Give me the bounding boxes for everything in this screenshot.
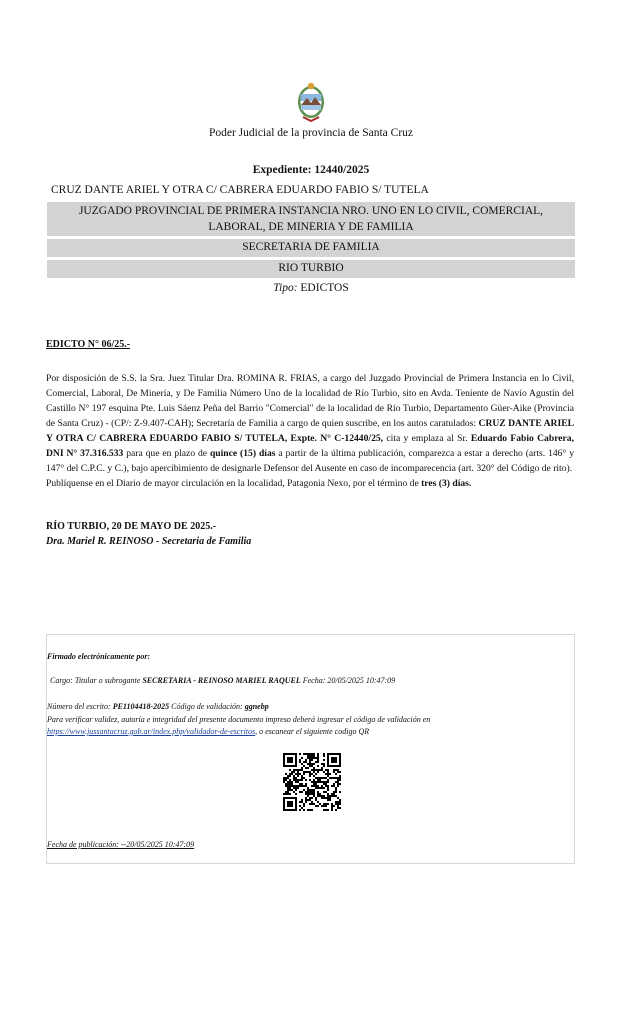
edicto-title: EDICTO N° 06/25.- bbox=[46, 339, 131, 350]
tipo-label: Tipo: bbox=[273, 282, 298, 294]
document-type bbox=[0, 282, 622, 294]
link-suffix: , o escanear el siguiente codigo QR bbox=[255, 727, 370, 736]
secretaria-band: SECRETARIA DE FAMILIA bbox=[47, 239, 575, 257]
codigo-label: Código de validación: bbox=[169, 702, 245, 711]
expediente-number: Expediente: 12440/2025 bbox=[252, 164, 370, 176]
coat-of-arms-emblem bbox=[291, 80, 331, 122]
body-person-bold: Eduardo Fabio Cabrera, DNI N° 37.316.533 bbox=[46, 433, 574, 459]
numero-value: PE1104418-2025 bbox=[112, 702, 170, 711]
verification-instructions: Para verificar validez, autoría e integridad del presente documento impreso deberá ingresar el código de validación en bbox=[47, 715, 431, 724]
body-text-4: a partir de la última publicación, comparezca a estar a derecho (arts. 146° y 147° del C.P.C. y C.), bajo apercibimiento de designarle Defensor del Ausente en caso de incomparecencia (art. 320° del Código de rito). bbox=[46, 448, 574, 474]
body-autos-bold: CRUZ DANTE ARIEL Y OTRA C/ CABRERA EDUARDO FABIO S/ TUTELA, Expte. N° C-12440/25, bbox=[46, 418, 574, 444]
body-text-1: Por disposición de S.S. la Sra. Juez Titular Dra. ROMINA R. FRIAS, a cargo del Juzgado Provincial de Primera Instancia en lo Civil, Comercial, Laboral, De Minería, y De Familia Número Uno de la localidad de Río Turbio, sito en Avda. Teniente de Navío Agustín del Castillo N° 197 esquina Pte. Luis Sáenz Peña del Barrio "Comercial" de la localidad de Río Turbio, Departamento Güer-Aike (Provincia de Santa Cruz) - (CP/: Z-9.407-CAH); Secretaría de Familia a cargo de quien suscribe, en los autos caratulados: bbox=[46, 373, 574, 429]
body-publicacion-bold: tres (3) días. bbox=[421, 478, 472, 489]
court-name: Poder Judicial de la provincia de Santa Cruz bbox=[208, 127, 414, 139]
publication-date: Fecha de publicación: --20/05/2025 10:47:09 bbox=[47, 840, 195, 849]
cargo-prefix: Cargo: Titular o subrogante bbox=[50, 676, 143, 685]
qr-code-icon[interactable] bbox=[283, 753, 341, 811]
case-parties: CRUZ DANTE ARIEL Y OTRA C/ CABRERA EDUARDO FABIO S/ TUTELA bbox=[51, 184, 429, 196]
codigo-value: ggnebp bbox=[244, 702, 269, 711]
juzgado-line-1: JUZGADO PROVINCIAL DE PRIMERA INSTANCIA NRO. UNO EN LO CIVIL, COMERCIAL, bbox=[78, 205, 544, 217]
tipo-value: EDICTOS bbox=[300, 282, 349, 294]
signer: Dra. Mariel R. REINOSO - Secretaria de Familia bbox=[46, 536, 252, 547]
body-text-2: cita y emplaza al Sr. bbox=[383, 433, 471, 444]
cargo-name: SECRETARIA - REINOSO MARIEL RAQUEL bbox=[142, 676, 301, 685]
document-number-line bbox=[47, 702, 269, 711]
location-band: RIO TURBIO bbox=[47, 260, 575, 278]
body-publicacion-text: Publíquense en el Diario de mayor circulación en la localidad, Patagonia Nexo, por el término de bbox=[46, 478, 422, 489]
validation-link[interactable]: https://www.jussantacruz.gob.ar/index.php/validador-de-escritos bbox=[47, 727, 256, 736]
numero-label: Número del escrito: bbox=[47, 702, 113, 711]
body-text-3: para que en plazo de bbox=[123, 448, 210, 459]
juzgado-line-2: LABORAL, DE MINERIA Y DE FAMILIA bbox=[208, 221, 414, 233]
edicto-body bbox=[46, 371, 574, 491]
body-plazo-bold: quince (15) días bbox=[209, 448, 276, 459]
juzgado-band bbox=[47, 202, 575, 236]
signer-cargo bbox=[50, 676, 395, 685]
validation-link-line bbox=[47, 727, 369, 736]
place-date: RÍO TURBIO, 20 DE MAYO DE 2025.- bbox=[46, 521, 217, 532]
cargo-fecha: Fecha: 20/05/2025 10:47:09 bbox=[300, 676, 396, 685]
signed-by-label: Firmado electrónicamente por: bbox=[47, 652, 151, 661]
electronic-signature-box bbox=[46, 634, 575, 864]
